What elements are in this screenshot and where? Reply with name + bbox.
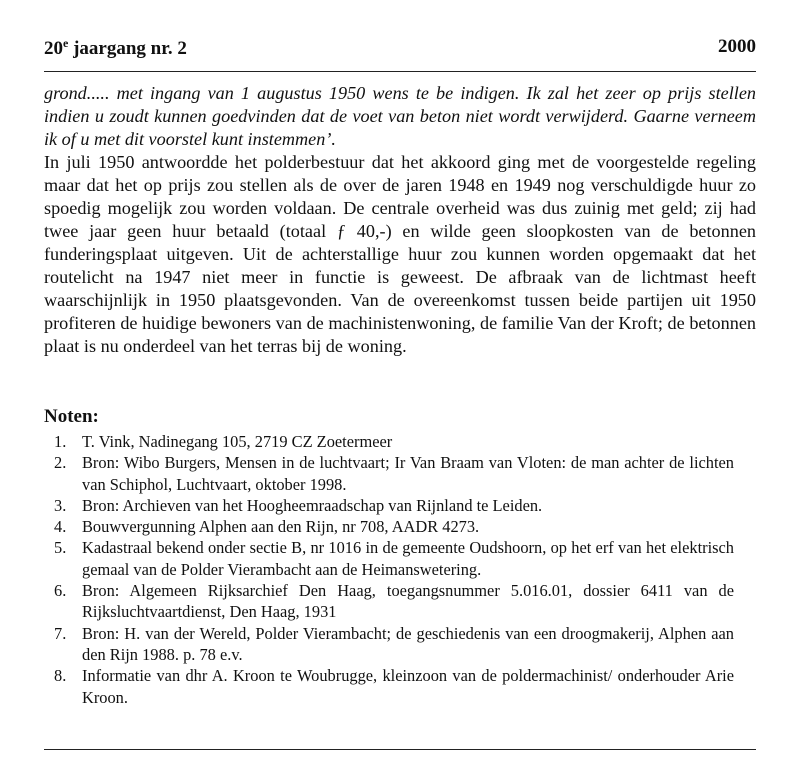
note-number: 3. [54, 495, 67, 515]
notes-heading: Noten: [44, 406, 99, 427]
quoted-letter: grond..... met ingang van 1 augustus 1950 wens te be indigen. Ik zal het zeer op prijs stellen indien u zoudt kunnen goedvinden dat de voet van beton niet wordt verwijderd. Gaarne verneem ik of u met dit voorstel kunt instemmen’. [44, 83, 756, 149]
note-text: T. Vink, Nadinegang 105, 2719 CZ Zoetermeer [82, 432, 393, 451]
note-item [44, 665, 734, 708]
article-body [44, 82, 756, 358]
note-item [44, 431, 734, 452]
note-number: 8. [54, 666, 67, 686]
volume-suffix: e [63, 36, 69, 50]
notes-list [44, 431, 734, 708]
year-label: 2000 [718, 36, 756, 57]
note-number: 6. [54, 581, 67, 601]
page-header [44, 36, 756, 60]
note-text: Bron: Archieven van het Hoogheemraadschap van Rijnland te Leiden. [82, 495, 543, 515]
body-paragraph: In juli 1950 antwoordde het polderbestuur dat het akkoord ging met de voorgestelde regeling maar dat het op prijs zou stellen als de over de jaren 1948 en 1949 nog verschuldigde huur zo spoedig mogelijk zou worden voldaan. De centrale overheid was dus zuinig met geld; zij had twee jaar geen huur betaald (totaal ƒ 40,-) en wilde geen sloopkosten van de betonnen funderingsplaat uitgeven. Uit de achterstallige huur zou kunnen worden opgemaakt dat het routelicht na 1947 niet meer in functie is geweest. De afbraak van de lichtmast heeft waarschijnlijk in 1950 plaatsgevonden. Van de overeenkomst tussen beide partijen uit 1950 profiteren de huidige bewoners van de machinistenwoning, de familie Van der Kroft; de betonnen plaat is nu onderdeel van het terras bij de woning. [44, 152, 756, 356]
note-text: Bron: Algemeen Rijksarchief Den Haag, toegangsnummer 5.016.01, dossier 6411 van de Rijksluchtvaartdienst, Den Haag, 1931 [82, 581, 734, 622]
note-text: Bron: H. van der Wereld, Polder Vierambacht; de geschiedenis van een droogmakerij, Alphen aan den Rijn 1988. p. 78 e.v. [82, 623, 734, 664]
note-item [44, 537, 734, 580]
volume-label [44, 36, 187, 60]
note-number: 1. [54, 432, 67, 451]
note-number: 5. [54, 538, 67, 558]
note-item [44, 623, 734, 666]
note-item [44, 452, 734, 495]
note-number: 2. [54, 453, 67, 473]
note-item [44, 495, 734, 516]
footer-rule [44, 749, 756, 750]
volume-rest: jaargang nr. 2 [68, 38, 187, 59]
note-text: Bouwvergunning Alphen aan den Rijn, nr 708, AADR 4273. [82, 517, 480, 537]
note-item [44, 516, 734, 537]
note-number: 7. [54, 623, 67, 643]
note-number: 4. [54, 517, 67, 537]
volume-number: 20 [44, 38, 63, 59]
note-text: Bron: Wibo Burgers, Mensen in de luchtvaart; Ir Van Braam van Vloten: de man achter de lichten van Schiphol, Luchtvaart, oktober 1998. [82, 453, 734, 494]
note-text: Kadastraal bekend onder sectie B, nr 1016 in de gemeente Oudshoorn, op het erf van het elektrisch gemaal van de Polder Vierambacht aan de Heimanswetering. [82, 538, 734, 579]
note-text: Informatie van dhr A. Kroon te Woubrugge, kleinzoon van de poldermachinist/ onderhouder Arie Kroon. [82, 666, 734, 707]
note-item [44, 580, 734, 623]
header-rule [44, 71, 756, 72]
